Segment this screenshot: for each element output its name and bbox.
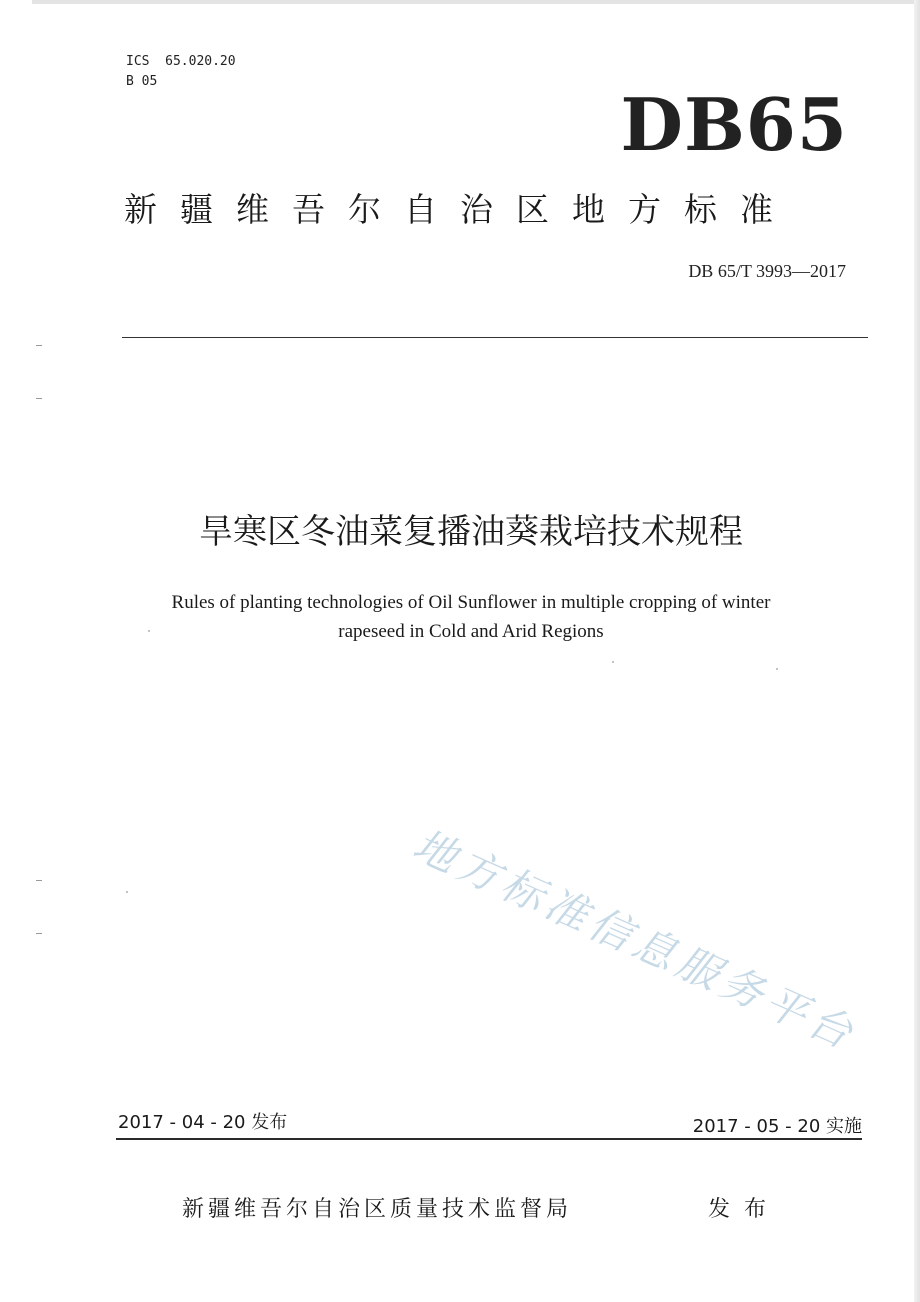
issue-date: 2017 - 04 - 20 发布 bbox=[118, 1112, 288, 1133]
watermark: 地方标准信息服务平台 bbox=[406, 820, 865, 1061]
margin-mark bbox=[36, 345, 42, 346]
document-title-chinese: 旱寒区冬油菜复播油葵栽培技术规程 bbox=[199, 512, 743, 552]
title-english-line-1: Rules of planting technologies of Oil Sunflower in multiple cropping of winter bbox=[171, 592, 771, 613]
standard-type-heading: 新疆维吾尔自治区地方标准 bbox=[124, 190, 796, 229]
standard-number: DB 65/T 3993—2017 bbox=[688, 261, 846, 281]
scan-right-edge bbox=[914, 0, 920, 1302]
category-code: B 05 bbox=[126, 74, 158, 89]
ics-code: ICS 65.020.20 bbox=[126, 54, 236, 69]
scan-speck bbox=[612, 661, 614, 663]
classification-codes bbox=[126, 52, 236, 92]
margin-mark bbox=[36, 880, 42, 881]
db-logo: DB65 bbox=[620, 82, 848, 167]
implementation-date: 2017 - 05 - 20 实施 bbox=[692, 1116, 862, 1137]
scan-top-edge bbox=[32, 0, 920, 4]
publisher-name: 新疆维吾尔自治区质量技术监督局 bbox=[182, 1197, 573, 1222]
publish-label: 发布 bbox=[708, 1197, 781, 1222]
title-english-line-2: rapeseed in Cold and Arid Regions bbox=[338, 621, 604, 642]
header-divider bbox=[122, 337, 868, 338]
document-title-english bbox=[0, 588, 920, 646]
margin-mark bbox=[36, 398, 42, 399]
margin-mark bbox=[36, 933, 42, 934]
scan-speck bbox=[126, 891, 128, 893]
scan-speck bbox=[776, 668, 778, 670]
footer-divider bbox=[116, 1138, 862, 1140]
